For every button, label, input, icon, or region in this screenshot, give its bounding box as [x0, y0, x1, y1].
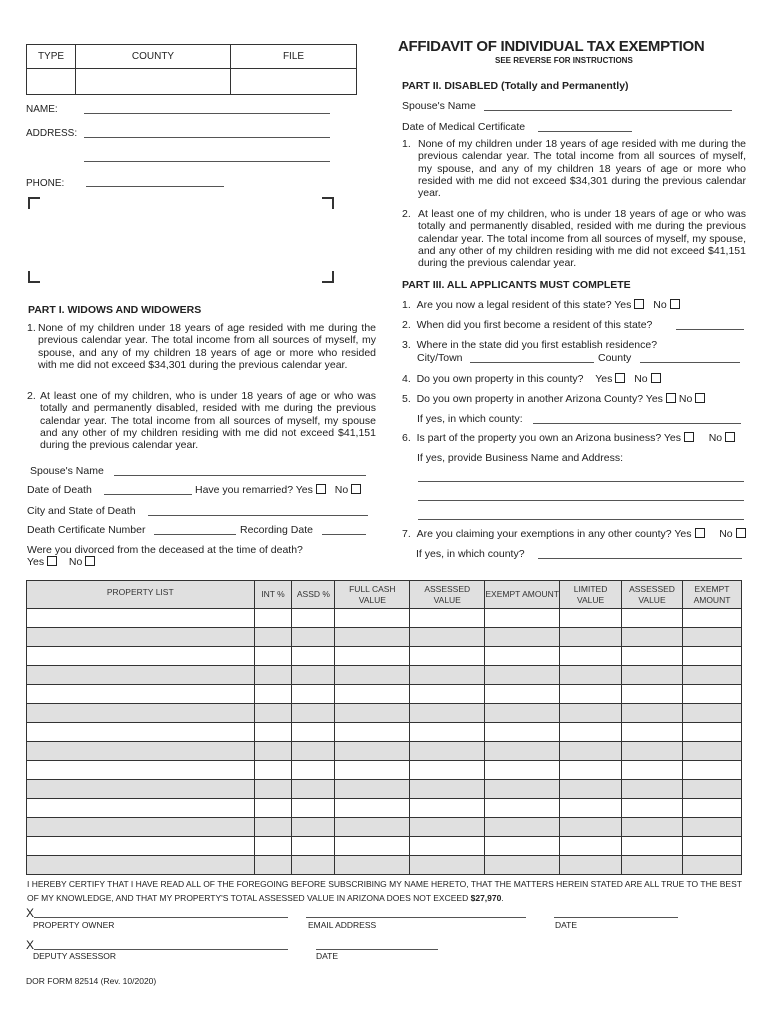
table-cell[interactable] — [335, 742, 410, 761]
table-cell[interactable] — [254, 685, 292, 704]
part2-spouse-field[interactable] — [484, 99, 732, 111]
divorced-no-checkbox[interactable] — [85, 556, 95, 566]
table-cell[interactable] — [622, 685, 683, 704]
table-cell[interactable] — [292, 704, 335, 723]
date-death-field[interactable] — [104, 483, 192, 495]
table-cell[interactable] — [292, 780, 335, 799]
table-cell[interactable] — [335, 609, 410, 628]
table-cell[interactable] — [682, 647, 741, 666]
business-field-2[interactable] — [418, 489, 744, 501]
table-cell[interactable] — [682, 609, 741, 628]
q5-no-checkbox[interactable] — [695, 393, 705, 403]
recording-field[interactable] — [322, 523, 366, 535]
remarried-label: Have you remarried? Yes — [195, 484, 313, 496]
table-cell[interactable] — [27, 780, 255, 799]
table-row — [27, 780, 742, 799]
table-row — [27, 647, 742, 666]
q6b-label: If yes, provide Business Name and Address: — [417, 452, 624, 464]
deputy-signature-field[interactable] — [34, 938, 288, 950]
file-header: FILE — [231, 45, 357, 69]
table-cell[interactable] — [254, 647, 292, 666]
phone-field[interactable] — [86, 175, 224, 187]
table-cell[interactable] — [335, 780, 410, 799]
address-field-2[interactable] — [84, 150, 330, 162]
table-cell[interactable] — [682, 723, 741, 742]
table-cell[interactable] — [254, 856, 292, 875]
table-cell[interactable] — [682, 780, 741, 799]
address-window-corner — [322, 271, 334, 283]
table-cell[interactable] — [410, 742, 485, 761]
table-cell[interactable] — [254, 723, 292, 742]
no-label: No — [708, 432, 723, 444]
table-cell[interactable] — [560, 837, 622, 856]
table-cell[interactable] — [410, 704, 485, 723]
table-cell[interactable] — [485, 628, 560, 647]
column-header: EXEMPT AMOUNT — [485, 581, 560, 609]
table-cell[interactable] — [335, 799, 410, 818]
table-cell[interactable] — [682, 799, 741, 818]
table-cell[interactable] — [292, 742, 335, 761]
table-row — [27, 704, 742, 723]
business-field-1[interactable] — [418, 470, 744, 482]
date-label: DATE — [316, 951, 339, 961]
q6-yes-checkbox[interactable] — [684, 432, 694, 442]
table-cell[interactable] — [622, 780, 683, 799]
table-cell[interactable] — [485, 723, 560, 742]
no-label: No — [719, 528, 733, 540]
table-cell[interactable] — [335, 628, 410, 647]
table-cell[interactable] — [485, 666, 560, 685]
table-cell[interactable] — [560, 799, 622, 818]
table-cell[interactable] — [682, 742, 741, 761]
table-cell[interactable] — [485, 761, 560, 780]
table-cell[interactable] — [292, 837, 335, 856]
table-cell[interactable] — [410, 666, 485, 685]
table-cell[interactable] — [335, 818, 410, 837]
table-cell[interactable] — [410, 647, 485, 666]
divorced-label: Were you divorced from the deceased at the time of death? — [27, 544, 303, 556]
table-cell[interactable] — [292, 628, 335, 647]
table-cell[interactable] — [485, 780, 560, 799]
table-cell[interactable] — [622, 647, 683, 666]
table-cell[interactable] — [485, 609, 560, 628]
q4-yes-checkbox[interactable] — [615, 373, 625, 383]
table-cell[interactable] — [335, 723, 410, 742]
table-cell[interactable] — [485, 704, 560, 723]
table-cell[interactable] — [485, 799, 560, 818]
part3-title: PART III. ALL APPLICANTS MUST COMPLETE — [402, 279, 631, 291]
table-cell[interactable] — [335, 856, 410, 875]
table-cell[interactable] — [682, 704, 741, 723]
table-cell[interactable] — [622, 818, 683, 837]
form-number: DOR FORM 82514 (Rev. 10/2020) — [26, 976, 157, 986]
table-cell[interactable] — [622, 837, 683, 856]
column-header: FULL CASH VALUE — [335, 581, 410, 609]
table-cell[interactable] — [410, 723, 485, 742]
table-cell[interactable] — [335, 685, 410, 704]
q1-no-checkbox[interactable] — [670, 299, 680, 309]
remarried-no-checkbox[interactable] — [351, 484, 361, 494]
q5b-label: If yes, in which county: — [417, 413, 523, 425]
no-label: No — [653, 299, 667, 311]
table-cell[interactable] — [27, 685, 255, 704]
table-row — [27, 742, 742, 761]
business-field-3[interactable] — [418, 508, 744, 520]
table-cell[interactable] — [622, 628, 683, 647]
certification-text: I HEREBY CERTIFY THAT I HAVE READ ALL OF THE FOREGOING BEFORE SUBSCRIBING MY NAME HERETO, THAT THE MATTERS HEREIN STATED ARE ALL TRUE TO THE BEST OF MY KNOWLEDGE, AND THAT MY PROPERTY'S TOTAL ASSESSED VALUE IN ARIZONA DOES NOT EXCEED $27,970. — [27, 879, 742, 903]
table-cell[interactable] — [622, 723, 683, 742]
part2-spouse-label: Spouse's Name — [402, 100, 476, 112]
table-cell[interactable] — [292, 856, 335, 875]
table-cell[interactable] — [254, 799, 292, 818]
column-header: LIMITED VALUE — [560, 581, 622, 609]
table-cell[interactable] — [485, 837, 560, 856]
table-cell[interactable] — [485, 856, 560, 875]
column-header: ASSD % — [292, 581, 335, 609]
table-cell[interactable] — [560, 628, 622, 647]
no-label: No — [334, 484, 349, 496]
table-cell[interactable] — [27, 704, 255, 723]
office-use-box — [26, 44, 357, 95]
table-cell[interactable] — [682, 666, 741, 685]
table-cell[interactable] — [410, 799, 485, 818]
table-row — [27, 856, 742, 875]
deputy-label: DEPUTY ASSESSOR — [33, 951, 116, 961]
name-field[interactable] — [84, 102, 330, 114]
table-row — [27, 685, 742, 704]
q6-label: Is part of the property you own an Arizona business? Yes — [416, 432, 682, 444]
cert-field[interactable] — [154, 523, 236, 535]
table-cell[interactable] — [410, 685, 485, 704]
table-cell[interactable] — [335, 704, 410, 723]
city-field[interactable] — [470, 351, 594, 363]
table-row — [27, 818, 742, 837]
part2-item2: At least one of my children, who is under 18 years of age or who was totally and permanently disabled, resided with me during the previous calendar year. The total income from all sources of myself, my spouse, and any other of my children residing with me did not exceed $41,151 during the previous calendar year. — [418, 208, 746, 270]
table-cell[interactable] — [682, 761, 741, 780]
email-field[interactable] — [306, 906, 526, 918]
table-cell[interactable] — [622, 799, 683, 818]
table-row — [27, 628, 742, 647]
table-cell[interactable] — [622, 666, 683, 685]
table-cell[interactable] — [254, 666, 292, 685]
table-cell[interactable] — [292, 723, 335, 742]
assessed-limit: $27,970 — [470, 893, 502, 903]
column-header: INT % — [254, 581, 292, 609]
table-cell[interactable] — [560, 723, 622, 742]
form-title: AFFIDAVIT OF INDIVIDUAL TAX EXEMPTION — [398, 38, 705, 55]
name-label: NAME: — [26, 104, 58, 115]
address-field-1[interactable] — [84, 126, 330, 138]
q7b-field[interactable] — [538, 547, 742, 559]
table-cell[interactable] — [27, 856, 255, 875]
yes-label: Yes — [595, 373, 613, 385]
q1-label: Are you now a legal resident of this state? Yes — [416, 299, 632, 311]
table-cell[interactable] — [335, 837, 410, 856]
no-label: No — [678, 393, 693, 405]
table-cell[interactable] — [410, 609, 485, 628]
table-cell[interactable] — [292, 647, 335, 666]
table-cell[interactable] — [560, 818, 622, 837]
table-cell[interactable] — [560, 780, 622, 799]
table-cell[interactable] — [292, 761, 335, 780]
table-cell[interactable] — [292, 609, 335, 628]
table-cell[interactable] — [485, 685, 560, 704]
q5b-field[interactable] — [533, 412, 741, 424]
table-cell[interactable] — [292, 818, 335, 837]
q4-no-checkbox[interactable] — [651, 373, 661, 383]
part1-title: PART I. WIDOWS AND WIDOWERS — [28, 304, 202, 316]
q7b-label: If yes, in which county? — [416, 548, 525, 560]
q4-label: Do you own property in this county? — [416, 373, 584, 385]
part2-title: PART II. DISABLED (Totally and Permanently) — [402, 80, 629, 92]
q2-label: When did you first become a resident of this state? — [416, 319, 653, 331]
table-cell[interactable] — [254, 742, 292, 761]
table-cell[interactable] — [27, 647, 255, 666]
table-cell[interactable] — [410, 856, 485, 875]
part1-spouse-label: Spouse's Name — [30, 465, 104, 477]
medical-field[interactable] — [538, 120, 632, 132]
table-cell[interactable] — [485, 818, 560, 837]
table-cell[interactable] — [410, 818, 485, 837]
table-cell[interactable] — [335, 647, 410, 666]
table-cell[interactable] — [27, 761, 255, 780]
table-cell[interactable] — [27, 837, 255, 856]
q2-field[interactable] — [676, 318, 744, 330]
table-cell[interactable] — [254, 609, 292, 628]
column-header: ASSESSED VALUE — [622, 581, 683, 609]
table-cell[interactable] — [27, 666, 255, 685]
address-window-corner — [322, 197, 334, 209]
table-cell[interactable] — [292, 685, 335, 704]
table-cell[interactable] — [682, 837, 741, 856]
table-cell[interactable] — [560, 742, 622, 761]
table-cell[interactable] — [622, 704, 683, 723]
table-cell[interactable] — [560, 666, 622, 685]
table-cell[interactable] — [560, 685, 622, 704]
part1-spouse-field[interactable] — [114, 464, 366, 476]
table-cell[interactable] — [254, 780, 292, 799]
county-field[interactable] — [640, 351, 740, 363]
table-cell[interactable] — [485, 742, 560, 761]
table-cell[interactable] — [622, 742, 683, 761]
table-cell[interactable] — [335, 666, 410, 685]
table-cell[interactable] — [682, 685, 741, 704]
county-label: County — [598, 352, 632, 364]
table-cell[interactable] — [27, 723, 255, 742]
county-field[interactable] — [76, 69, 231, 95]
table-cell[interactable] — [292, 799, 335, 818]
table-cell[interactable] — [622, 609, 683, 628]
table-cell[interactable] — [682, 628, 741, 647]
date-label: DATE — [555, 920, 578, 930]
table-cell[interactable] — [560, 761, 622, 780]
table-cell[interactable] — [560, 856, 622, 875]
table-row — [27, 799, 742, 818]
table-cell[interactable] — [560, 647, 622, 666]
recording-label: Recording Date — [240, 524, 313, 536]
q5-yes-checkbox[interactable] — [666, 393, 676, 403]
phone-label: PHONE: — [26, 178, 65, 189]
table-cell[interactable] — [335, 761, 410, 780]
table-cell[interactable] — [27, 628, 255, 647]
table-row — [27, 609, 742, 628]
city-state-label: City and State of Death — [27, 505, 136, 517]
part1-item1: None of my children under 18 years of age resided with me during the previous calendar year. The total income from all sources of myself, my spouse, and any of my children 18 years of age or more who resided with me did not exceed $34,301 during the previous calendar year. — [38, 322, 376, 371]
address-window-corner — [28, 197, 40, 209]
table-row — [27, 761, 742, 780]
table-cell[interactable] — [682, 856, 741, 875]
table-row — [27, 723, 742, 742]
table-cell[interactable] — [27, 799, 255, 818]
property-table — [26, 580, 742, 875]
table-cell[interactable] — [254, 837, 292, 856]
part2-item1: None of my children under 18 years of age resided with me during the previous calendar year. The total income from all sources of myself, my spouse, and any of my children 18 years of age or more who resided with me did not exceed $34,301 during the previous calendar year. — [418, 138, 746, 200]
no-label: No — [68, 556, 83, 568]
table-cell[interactable] — [410, 780, 485, 799]
q7-yes-checkbox[interactable] — [695, 528, 705, 538]
type-header: TYPE — [27, 45, 76, 69]
yes-label: Yes — [27, 556, 45, 568]
table-cell[interactable] — [292, 666, 335, 685]
medical-label: Date of Medical Certificate — [402, 121, 526, 133]
q3-label: Where in the state did you first establish residence? — [416, 339, 658, 351]
column-header: PROPERTY LIST — [27, 581, 255, 609]
table-cell[interactable] — [254, 704, 292, 723]
table-cell[interactable] — [410, 628, 485, 647]
county-header: COUNTY — [76, 45, 231, 69]
type-field[interactable] — [27, 69, 76, 95]
divorced-yes-checkbox[interactable] — [47, 556, 57, 566]
table-cell[interactable] — [560, 704, 622, 723]
owner-date-field[interactable] — [554, 906, 678, 918]
table-cell[interactable] — [560, 609, 622, 628]
table-cell[interactable] — [485, 647, 560, 666]
city-label: City/Town — [417, 352, 463, 364]
table-cell[interactable] — [682, 818, 741, 837]
table-cell[interactable] — [27, 742, 255, 761]
table-cell[interactable] — [410, 837, 485, 856]
q7-label: Are you claiming your exemptions in any other county? Yes — [416, 528, 692, 540]
q7-no-checkbox[interactable] — [736, 528, 746, 538]
signature-mark: X — [26, 938, 35, 952]
part1-item2: At least one of my children, who is under 18 years of age or who was totally and permanently disabled, resided with me during the previous calendar year. The total income from all sources of myself, my spouse and any other of my children residing with me did not exceed $41,151 during the previous calendar year. — [40, 390, 376, 452]
table-cell[interactable] — [622, 856, 683, 875]
form-subtitle: SEE REVERSE FOR INSTRUCTIONS — [495, 56, 633, 65]
email-label: EMAIL ADDRESS — [308, 920, 377, 930]
deputy-date-field[interactable] — [316, 938, 438, 950]
q5-label: Do you own property in another Arizona County? Yes — [416, 393, 663, 405]
remarried-yes-checkbox[interactable] — [316, 484, 326, 494]
signature-mark: X — [26, 906, 35, 920]
table-cell[interactable] — [410, 761, 485, 780]
table-row — [27, 837, 742, 856]
no-label: No — [634, 373, 648, 385]
address-label: ADDRESS: — [26, 128, 78, 139]
cert-label: Death Certificate Number — [27, 524, 146, 536]
address-window-corner — [28, 271, 40, 283]
q1-yes-checkbox[interactable] — [634, 299, 644, 309]
owner-label: PROPERTY OWNER — [33, 920, 115, 930]
table-cell[interactable] — [27, 818, 255, 837]
table-cell[interactable] — [27, 609, 255, 628]
city-state-field[interactable] — [148, 504, 368, 516]
column-header: ASSESSED VALUE — [410, 581, 485, 609]
column-header: EXEMPT AMOUNT — [682, 581, 741, 609]
table-cell[interactable] — [254, 761, 292, 780]
table-cell[interactable] — [254, 628, 292, 647]
table-row — [27, 666, 742, 685]
table-cell[interactable] — [622, 761, 683, 780]
owner-signature-field[interactable] — [34, 906, 288, 918]
table-cell[interactable] — [254, 818, 292, 837]
q6-no-checkbox[interactable] — [725, 432, 735, 442]
date-death-label: Date of Death — [27, 484, 92, 496]
file-field[interactable] — [231, 69, 357, 95]
